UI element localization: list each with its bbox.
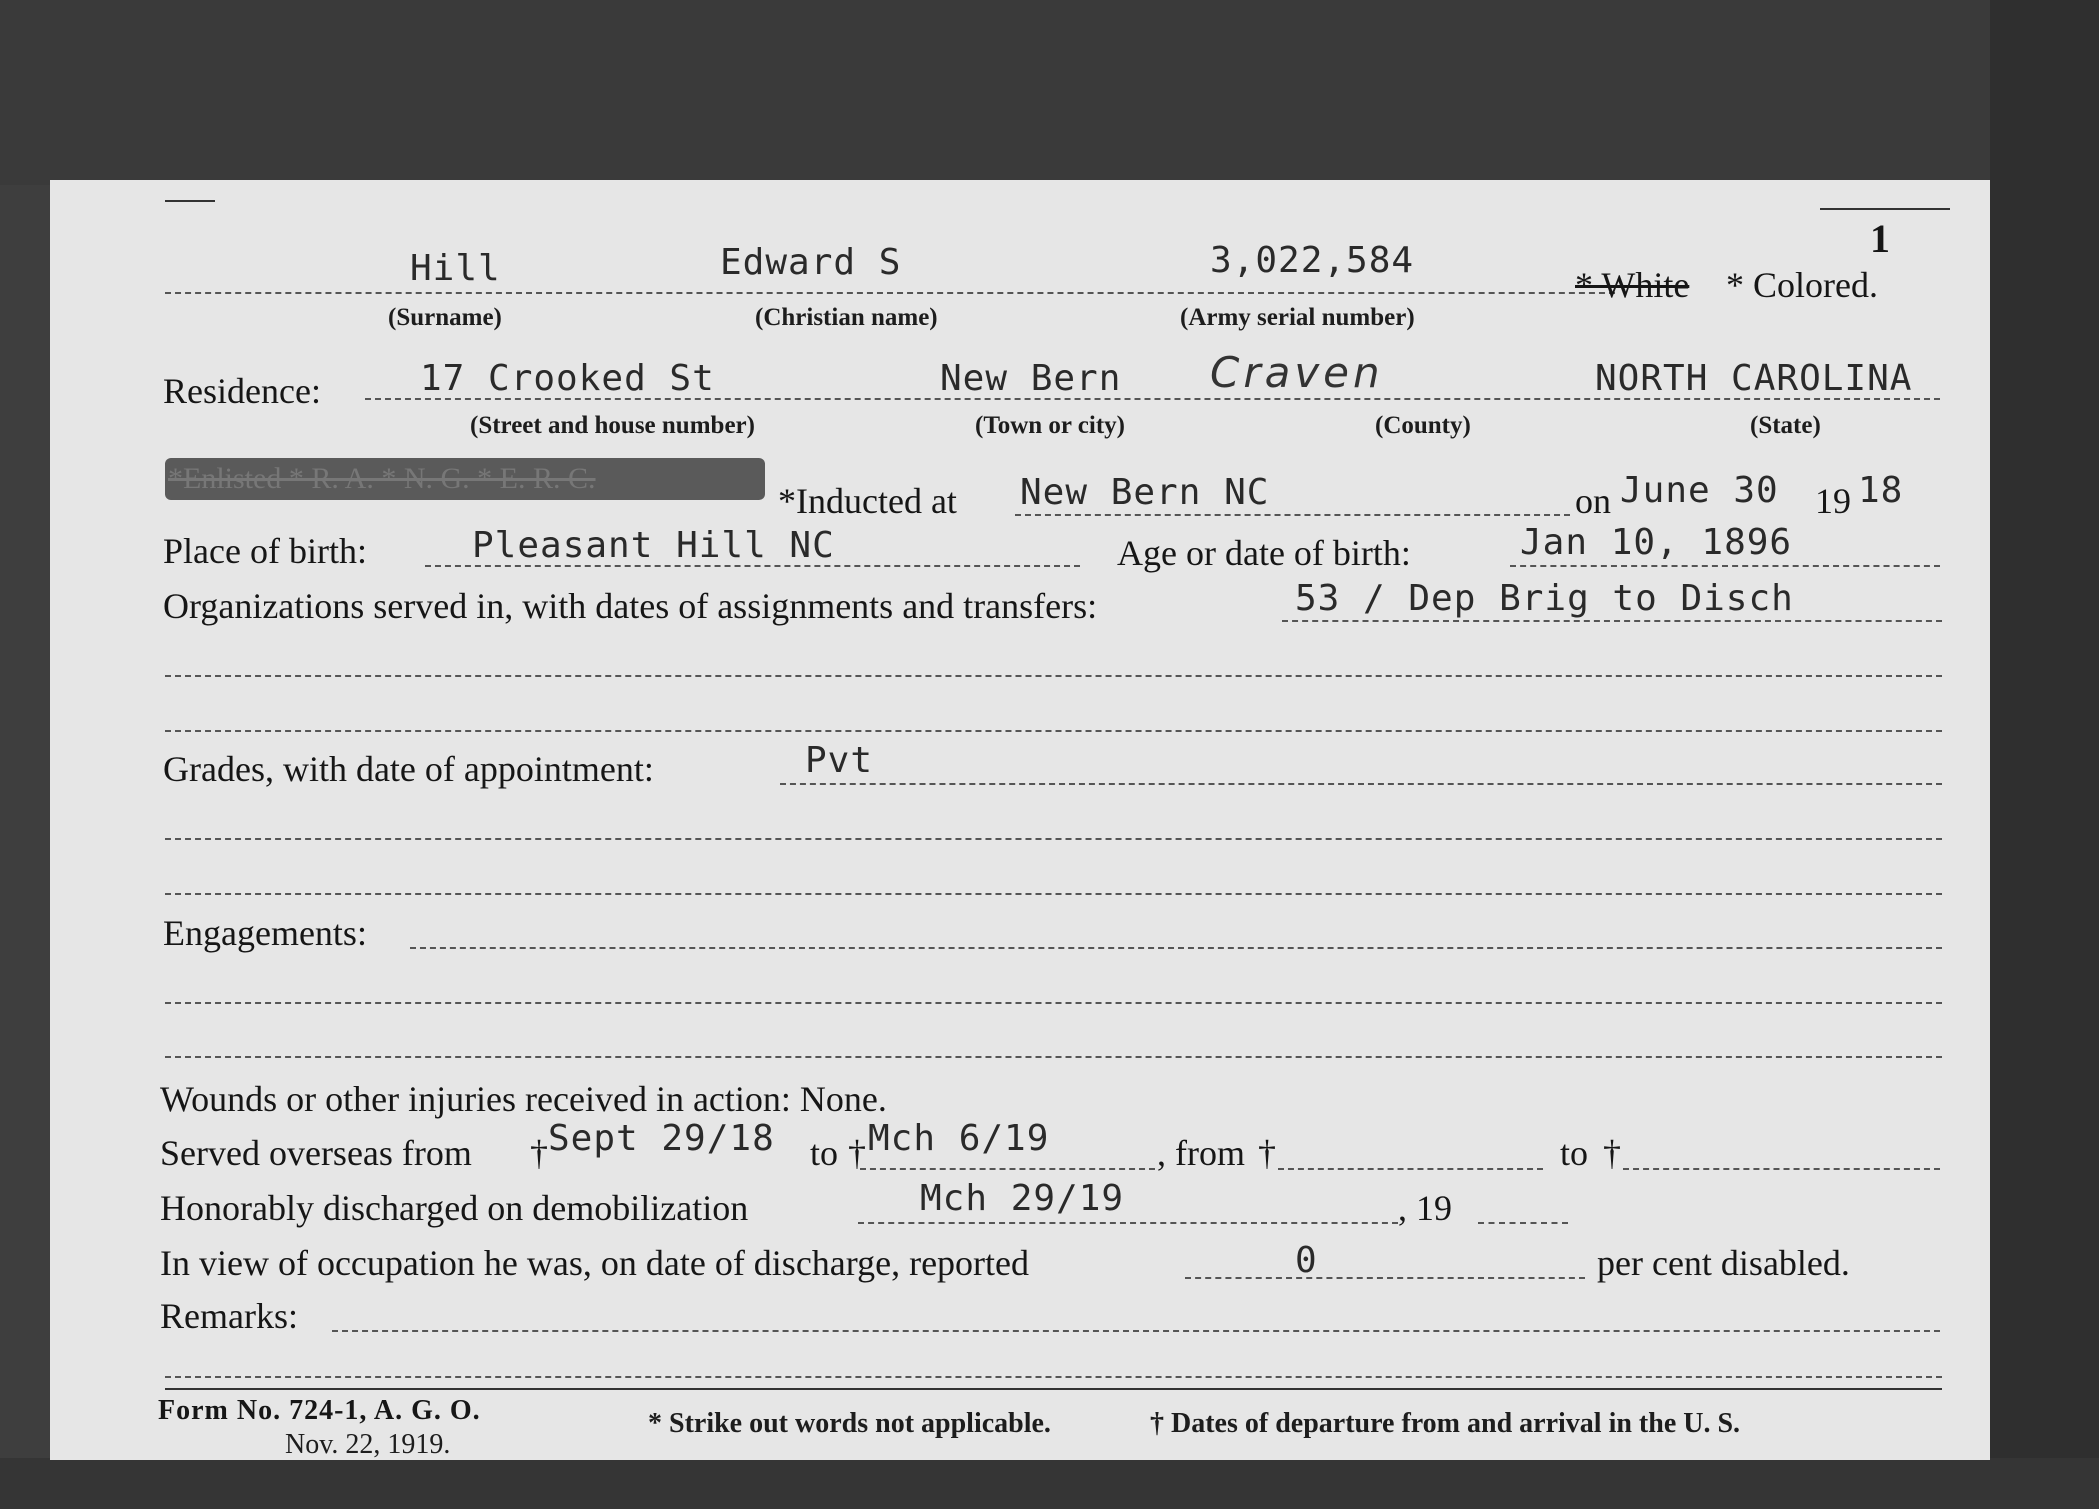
background-right — [1990, 0, 2099, 1509]
age-label: Age or date of birth: — [1117, 533, 1411, 573]
overseas-from-date: Sept 29/18 — [548, 1118, 775, 1159]
overseas-dagger-1: † — [530, 1133, 548, 1173]
overseas-to-date: Mch 6/19 — [868, 1118, 1050, 1159]
grades-line-3 — [165, 893, 1942, 895]
footer-rule — [165, 1388, 1942, 1390]
footnote-strike: * Strike out words not applicable. — [648, 1408, 1051, 1439]
form-date: Nov. 22, 1919. — [285, 1429, 451, 1460]
footnote-dates: † Dates of departure from and arrival in the U. S. — [1150, 1408, 1741, 1439]
discharge-label: Honorably discharged on demobilization — [160, 1188, 749, 1228]
card-number-rule — [1820, 208, 1950, 210]
county-label: (County) — [1375, 412, 1471, 439]
discharge-date: Mch 29/19 — [920, 1178, 1125, 1219]
engagements-line-1 — [410, 947, 1942, 949]
christian-name-value: Edward S — [720, 242, 902, 283]
christian-name-label: (Christian name) — [755, 304, 938, 331]
overseas-label: Served overseas from — [160, 1133, 472, 1173]
engagements-label: Engagements: — [163, 913, 367, 953]
overseas-to-line — [860, 1168, 1155, 1170]
background-bottom — [0, 1458, 2099, 1509]
surname-value: Hill — [410, 248, 501, 289]
disability-suffix: per cent disabled. — [1597, 1243, 1850, 1283]
organizations-line-2 — [165, 675, 1942, 677]
overseas-dagger-2: † — [848, 1133, 866, 1173]
discharge-year-label: , 19 — [1398, 1188, 1452, 1228]
residence-label: Residence: — [163, 371, 321, 411]
overseas-to-label: to — [810, 1133, 839, 1173]
induction-date-value: June 30 — [1620, 470, 1779, 511]
card-number: 1 — [1870, 216, 1890, 261]
corner-mark — [165, 200, 215, 202]
overseas-dagger-3: † — [1258, 1133, 1276, 1173]
service-record-card — [50, 180, 1990, 1460]
grades-line-1 — [780, 783, 1942, 785]
remarks-label: Remarks: — [160, 1296, 298, 1336]
race-colored: * Colored. — [1726, 265, 1878, 305]
town-label: (Town or city) — [975, 412, 1125, 439]
serial-number-value: 3,022,584 — [1210, 240, 1415, 281]
place-of-birth-label: Place of birth: — [163, 531, 367, 571]
engagements-line-2 — [165, 1002, 1942, 1004]
discharge-line — [858, 1222, 1398, 1224]
overseas-from2-line — [1278, 1168, 1543, 1170]
county-value: Craven — [1210, 348, 1384, 397]
year-prefix: 19 — [1815, 481, 1851, 521]
date-of-birth-value: Jan 10, 1896 — [1520, 522, 1793, 563]
race-white-struck: * White — [1575, 265, 1690, 305]
inducted-at-line — [1015, 514, 1570, 516]
place-of-birth-value: Pleasant Hill NC — [472, 525, 835, 566]
remarks-line-1 — [332, 1330, 1940, 1332]
street-label: (Street and house number) — [470, 412, 755, 439]
wounds-label: Wounds or other injuries received in action: None. — [160, 1079, 887, 1119]
inducted-at-value: New Bern NC — [1020, 472, 1270, 513]
disability-value: 0 — [1295, 1240, 1318, 1281]
on-label: on — [1575, 481, 1611, 521]
age-line — [1510, 565, 1940, 567]
organizations-line-1 — [1282, 620, 1942, 622]
organizations-value: 53 / Dep Brig to Disch — [1295, 578, 1794, 619]
overseas-from2-label: , from — [1157, 1133, 1245, 1173]
grades-value: Pvt — [805, 740, 874, 781]
grades-line-2 — [165, 838, 1942, 840]
overseas-to2-label: to — [1560, 1133, 1589, 1173]
struck-enlistment-options: *Enlisted * R. A. * N. G. * E. R. C. — [168, 462, 596, 495]
town-value: New Bern — [940, 358, 1122, 399]
year-suffix: 18 — [1858, 470, 1904, 511]
name-line — [165, 292, 1615, 294]
disability-line — [1185, 1277, 1585, 1279]
form-number: Form No. 724-1, A. G. O. — [158, 1395, 481, 1426]
disability-label: In view of occupation he was, on date of discharge, reported — [160, 1243, 1030, 1283]
remarks-line-2 — [165, 1376, 1942, 1378]
state-value: NORTH CAROLINA — [1595, 358, 1913, 399]
background-top — [0, 0, 2099, 185]
discharge-year-line — [1478, 1222, 1568, 1224]
street-value: 17 Crooked St — [420, 358, 715, 399]
overseas-dagger-4: † — [1603, 1133, 1621, 1173]
surname-label: (Surname) — [388, 304, 502, 331]
serial-number-label: (Army serial number) — [1180, 304, 1415, 331]
state-label: (State) — [1750, 412, 1821, 439]
inducted-at-label: *Inducted at — [778, 481, 957, 521]
engagements-line-3 — [165, 1056, 1942, 1058]
organizations-line-3 — [165, 730, 1942, 732]
grades-label: Grades, with date of appointment: — [163, 749, 654, 789]
overseas-to2-line — [1623, 1168, 1940, 1170]
organizations-label: Organizations served in, with dates of assignments and transfers: — [163, 586, 1098, 626]
